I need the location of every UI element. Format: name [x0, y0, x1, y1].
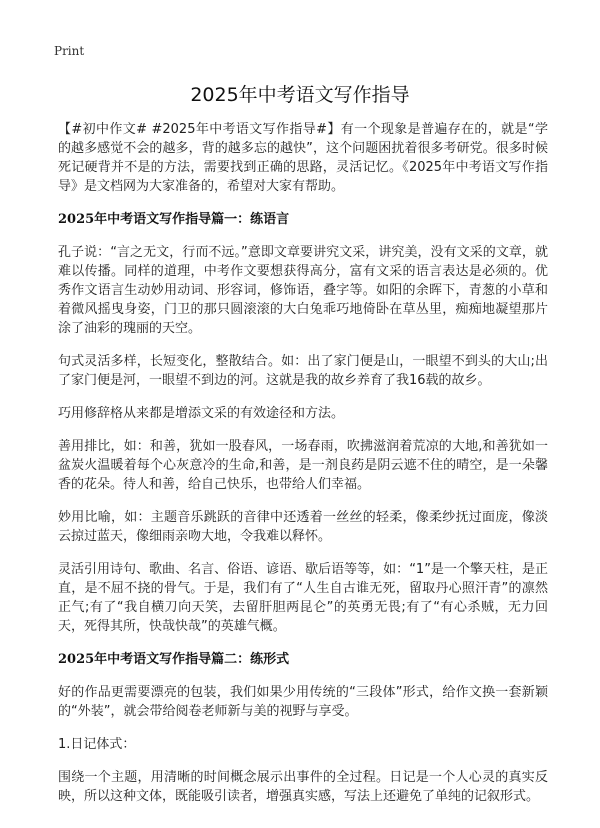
paragraph: 好的作品更需要漂亮的包装，我们如果少用传统的“三段体”形式，给作文换一套新颖的“外装”，就会带给阅卷老师新与美的视野与享受。	[58, 685, 548, 719]
intro-paragraph: 【#初中作文# #2025年中考语文写作指导#】有一个现象是普遍存在的，就是“学的越多感觉不会的越多，背的越多忘的越快”，这个问题困扰着很多考研党。很多时候死记硬背并不是的方法，需要找到正确的思路，灵活记忆。《2025年中考语文写作指导》是文档网为大家准备的，希望对大家有帮助。	[58, 122, 548, 194]
page-title: 2025年中考语文写作指导	[190, 84, 410, 106]
article-body	[58, 120, 548, 820]
paragraph: 1.日记体式：	[58, 737, 136, 752]
paragraph: 围绕一个主题，用清晰的时间概念展示出事件的全过程。日记是一个人心灵的真实反映，所以这种文体，既能吸引读者，增强真实感，写法上还避免了单纯的记叙形式。	[58, 770, 548, 804]
paragraph: 善用排比，如：和善，犹如一股春风，一场春雨，吹拂滋润着荒凉的大地,和善犹如一盆炭火温暖着每个心灰意冷的生命,和善，是一剂良药是阴云遮不住的晴空，是一朵馨香的花朵。待人和善，给自己快乐，也带给人们幸福。	[58, 439, 548, 492]
paragraph: 句式灵活多样，长短变化，整散结合。如：出了家门便是山，一眼望不到头的大山;出了家门便是河，一眼望不到边的河。这就是我的故乡养育了我16载的故乡。	[58, 354, 548, 388]
paragraph: 巧用修辞格从来都是增添文采的有效途径和方法。	[58, 406, 345, 421]
section-heading: 2025年中考语文写作指导篇一：练语言	[58, 212, 290, 227]
paragraph: 灵活引用诗句、歌曲、名言、俗语、谚语、歇后语等等，如：“1”是一个擎天柱，是正直，是不屈不挠的骨气。于是，我们有了“人生自古谁无死，留取丹心照汗青”的凛然正气;有了“我自横刀向天笑，去留肝胆两昆仑”的英勇无畏;有了“有心杀贼，无力回天，死得其所，快哉快哉”的英雄气概。	[58, 562, 548, 634]
paragraph: 孔子说：“言之无文，行而不远。”意即文章要讲究文采，讲究美，没有文采的文章，就难以传播。同样的道理，中考作文要想获得高分，富有文采的语言表达是必须的。优秀作文语言生动妙用动词、形容词，修饰语，叠字等。如阳的余晖下，青葱的小草和着微风摇曳身姿，门卫的那只圆滚滚的大白兔乖巧地倚卧在草丛里，痴痴地凝望那片涂了油彩的瑰丽的天空。	[58, 245, 548, 336]
section-heading: 2025年中考语文写作指导篇二：练形式	[58, 652, 290, 667]
print-link[interactable]: Print	[54, 44, 85, 58]
paragraph: 妙用比喻，如：主题音乐跳跃的音律中还透着一丝丝的轻柔，像柔纱抚过面庞，像淡云掠过蓝天，像细雨亲吻大地，令我难以释怀。	[58, 510, 548, 544]
